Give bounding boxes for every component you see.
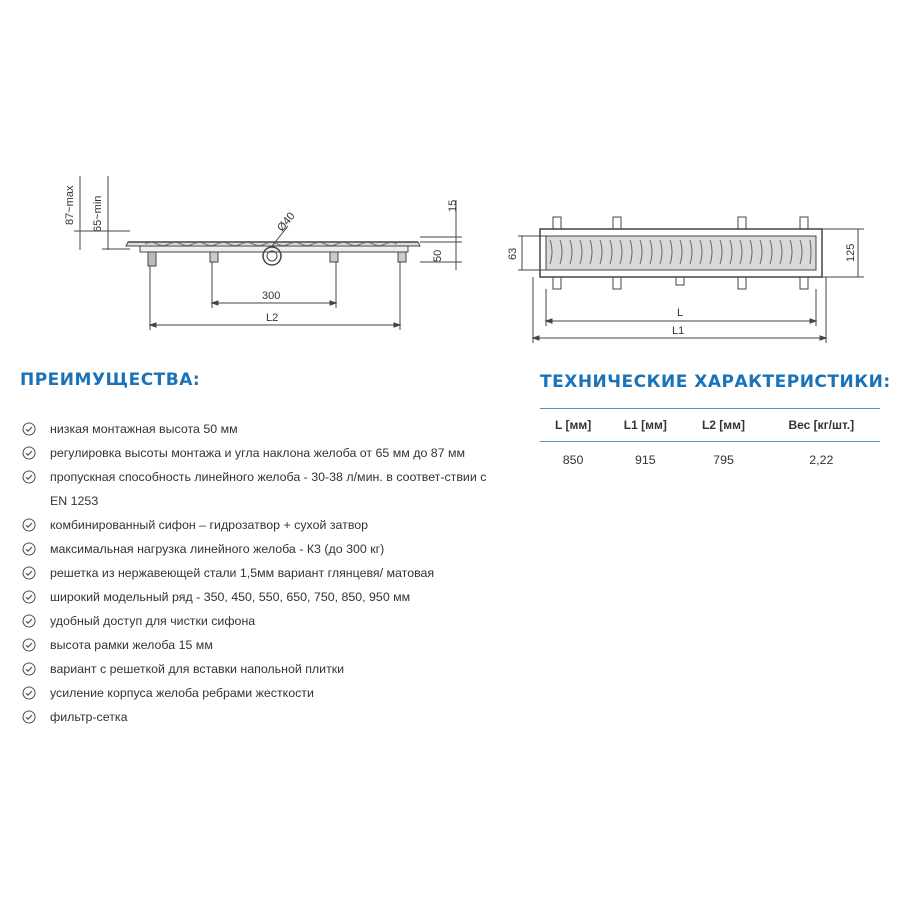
- check-circle-icon: [22, 590, 36, 604]
- advantage-text: фильтр-сетка: [50, 710, 128, 724]
- advantage-text: регулировка высоты монтажа и угла наклона желоба от 65 мм до 87 мм: [50, 446, 466, 460]
- list-item: [22, 633, 502, 657]
- dim-frame-15: 15: [447, 199, 459, 212]
- check-circle-icon: [22, 470, 36, 484]
- check-circle-icon: [22, 542, 36, 556]
- table-header-row: [540, 409, 880, 442]
- technical-drawing: [0, 0, 900, 360]
- dim-height-50: 50: [432, 249, 444, 262]
- list-item: [22, 465, 502, 513]
- column-header-L1: L1 [мм]: [606, 409, 684, 442]
- advantage-text: низкая монтажная высота 50 мм: [50, 422, 238, 436]
- list-item: [22, 417, 502, 441]
- table-row: [540, 442, 880, 479]
- column-header-L: L [мм]: [540, 409, 606, 442]
- dim-L: L: [677, 307, 684, 319]
- check-circle-icon: [22, 662, 36, 676]
- list-item: [22, 537, 502, 561]
- dim-87-max: 87~max: [64, 185, 76, 225]
- check-circle-icon: [22, 686, 36, 700]
- list-item: [22, 657, 502, 681]
- advantage-text: пропускная способность линейного желоба - 30-38 л/мин. в соответ-ствии с EN 1253: [50, 470, 487, 508]
- check-circle-icon: [22, 518, 36, 532]
- advantage-text: вариант с решеткой для вставки напольной плитки: [50, 662, 345, 676]
- list-item: [22, 513, 502, 537]
- list-item: [22, 441, 502, 465]
- column-header-weight: Вес [кг/шт.]: [763, 409, 880, 442]
- list-item: [22, 609, 502, 633]
- top-view: [518, 217, 864, 343]
- dim-125: 125: [845, 243, 857, 262]
- check-circle-icon: [22, 446, 36, 460]
- list-item: [22, 681, 502, 705]
- check-circle-icon: [22, 566, 36, 580]
- cell-L2: 795: [713, 453, 734, 467]
- column-header-L2: L2 [мм]: [684, 409, 762, 442]
- cell-L: 850: [562, 453, 584, 467]
- check-circle-icon: [22, 614, 36, 628]
- dim-L1: L1: [672, 325, 685, 337]
- dim-63: 63: [507, 247, 519, 260]
- advantages-list: [22, 417, 502, 729]
- advantage-text: комбинированный сифон – гидрозатвор + сухой затвор: [50, 518, 369, 532]
- list-item: [22, 585, 502, 609]
- check-circle-icon: [22, 422, 36, 436]
- tech-specs-table: [540, 408, 880, 478]
- check-circle-icon: [22, 638, 36, 652]
- dim-diameter-40: Ø40: [275, 210, 298, 234]
- advantage-text: решетка из нержавеющей стали 1,5мм вариант глянцевя/ матовая: [50, 566, 435, 580]
- advantage-text: удобный доступ для чистки сифона: [50, 614, 256, 628]
- cell-L1: 915: [634, 453, 656, 467]
- list-item: [22, 705, 502, 729]
- tech-specs-title: ТЕХНИЧЕСКИЕ ХАРАКТЕРИСТИКИ:: [540, 372, 891, 392]
- advantage-text: максимальная нагрузка линейного желоба - К3 (до 300 кг): [50, 542, 385, 556]
- list-item: [22, 561, 502, 585]
- dim-65-min: 65~min: [92, 195, 104, 232]
- advantage-text: широкий модельный ряд - 350, 450, 550, 650, 750, 850, 950 мм: [50, 590, 411, 604]
- advantage-text: высота рамки желоба 15 мм: [50, 638, 213, 652]
- advantages-title: ПРЕИМУЩЕСТВА:: [20, 370, 201, 390]
- dim-L2: L2: [266, 312, 279, 324]
- check-circle-icon: [22, 710, 36, 724]
- cell-weight: 2,22: [809, 453, 834, 467]
- side-view: [74, 176, 462, 330]
- advantage-text: усиление корпуса желоба ребрами жесткости: [50, 686, 314, 700]
- dim-300: 300: [262, 290, 281, 302]
